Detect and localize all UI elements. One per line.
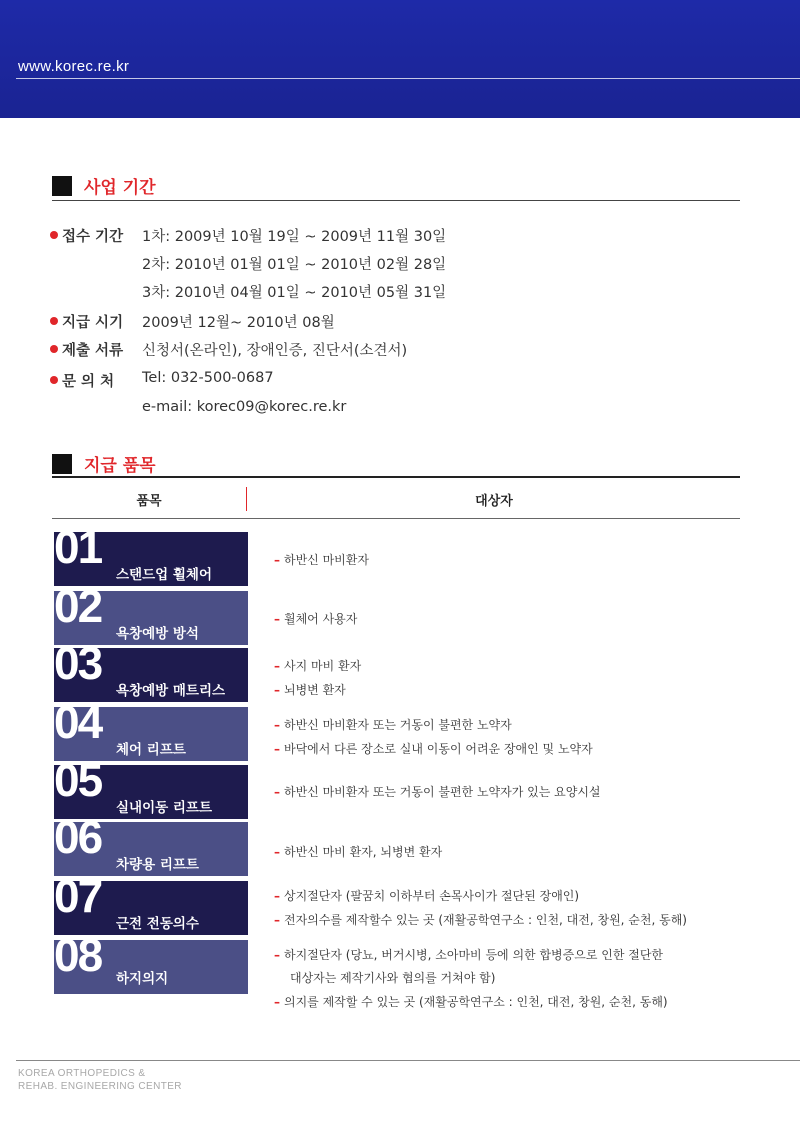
item-number: 04 [54, 707, 102, 748]
bullet-icon [50, 231, 58, 239]
item-name: 차량용 리프트 [116, 857, 199, 873]
item-box-07 [54, 881, 248, 935]
dash-icon: – [274, 995, 280, 1009]
target-text: 하반신 마비환자 [284, 553, 369, 567]
header-divider [16, 78, 800, 79]
item-04-target-1 [274, 716, 512, 733]
table-header-rule [52, 518, 740, 519]
target-text: 하반신 마비환자 또는 거동이 불편한 노약자 [284, 718, 512, 732]
receipt-period-label: 접수 기간 [62, 229, 124, 245]
item-box-03 [54, 648, 248, 702]
dash-icon: – [274, 845, 280, 859]
dash-icon: – [274, 612, 280, 626]
target-text: 하반신 마비환자 또는 거동이 불편한 노약자가 있는 요양시설 [284, 785, 601, 799]
item-03-target-1 [274, 657, 361, 674]
section-period-title: 사업 기간 [84, 178, 156, 198]
item-number: 01 [54, 532, 102, 573]
item-name: 체어 리프트 [116, 742, 186, 758]
target-text: 대상자는 제작기사와 협의를 거쳐야 함) [290, 971, 496, 985]
target-text: 뇌병변 환자 [284, 683, 346, 697]
item-01-target-1 [274, 551, 369, 568]
dash-icon: – [274, 785, 280, 799]
item-box-08 [54, 940, 248, 994]
section-items-title: 지급 품목 [84, 456, 156, 476]
receipt-period-value-1: 1차: 2009년 10월 19일 ~ 2009년 11월 30일 [142, 229, 447, 245]
dash-icon: – [274, 718, 280, 732]
item-number: 02 [54, 591, 102, 632]
dash-icon: – [274, 913, 280, 927]
dash-icon: – [274, 742, 280, 756]
column-header-target: 대상자 [475, 494, 513, 509]
item-05-target-1 [274, 783, 601, 800]
item-04-target-2 [274, 740, 593, 757]
item-box-05 [54, 765, 248, 819]
item-07-target-1 [274, 887, 579, 904]
target-text: 전자의수를 제작할수 있는 곳 (재활공학연구소 : 인천, 대전, 창원, 순천, 동해) [284, 913, 687, 927]
documents-label: 제출 서류 [62, 343, 124, 359]
item-name: 욕창예방 방석 [116, 626, 199, 642]
item-name: 욕창예방 매트리스 [116, 683, 226, 699]
inquiry-label: 문 의 처 [62, 374, 115, 390]
item-box-06 [54, 822, 248, 876]
footer-org-line-2: REHAB. ENGINEERING CENTER [18, 1081, 182, 1092]
item-box-04 [54, 707, 248, 761]
payment-period-value: 2009년 12월~ 2010년 08월 [142, 315, 335, 331]
target-text: 휠체어 사용자 [284, 612, 358, 626]
item-box-02 [54, 591, 248, 645]
bullet-icon [50, 317, 58, 325]
table-top-rule [52, 476, 740, 478]
inquiry-tel[interactable]: Tel: 032-500-0687 [142, 370, 274, 386]
item-07-target-2 [274, 911, 687, 928]
documents-row [50, 339, 408, 360]
header-band [0, 0, 800, 118]
items-table-header [52, 476, 740, 518]
target-text: 의지를 제작할 수 있는 곳 (재활공학연구소 : 인천, 대전, 창원, 순천, 동해) [284, 995, 668, 1009]
item-name: 근전 전동의수 [116, 916, 199, 932]
documents-value: 신청서(온라인), 장애인증, 진단서(소견서) [142, 343, 408, 359]
receipt-period-value-2: 2차: 2010년 01월 01일 ~ 2010년 02월 28일 [142, 257, 447, 273]
section-marker-icon [52, 176, 72, 196]
dash-icon: – [274, 889, 280, 903]
item-number: 03 [54, 648, 102, 689]
item-number: 05 [54, 765, 102, 806]
column-divider [246, 487, 247, 511]
item-08-target-1 [274, 946, 663, 963]
item-name: 하지의지 [116, 971, 169, 987]
payment-period-label: 지급 시기 [62, 315, 124, 331]
target-text: 사지 마비 환자 [284, 659, 362, 673]
item-08-target-1-cont [290, 969, 495, 986]
item-name: 실내이동 리프트 [116, 800, 212, 816]
bullet-icon [50, 345, 58, 353]
dash-icon: – [274, 553, 280, 567]
target-text: 바닥에서 다른 장소로 실내 이동이 어려운 장애인 및 노약자 [284, 742, 593, 756]
dash-icon: – [274, 948, 280, 962]
item-number: 07 [54, 881, 102, 922]
payment-period-row [50, 311, 335, 332]
item-number: 08 [54, 940, 102, 981]
target-text: 하반신 마비 환자, 뇌병변 환자 [284, 845, 443, 859]
footer-org-line-1: KOREA ORTHOPEDICS & [18, 1068, 146, 1079]
receipt-period-row [50, 225, 447, 246]
item-02-target-1 [274, 610, 357, 627]
column-header-item: 품목 [136, 494, 162, 509]
item-03-target-2 [274, 681, 346, 698]
inquiry-email[interactable]: e-mail: korec09@korec.re.kr [142, 399, 347, 415]
section-marker-icon [52, 454, 72, 474]
bullet-icon [50, 376, 58, 384]
item-08-target-2 [274, 993, 668, 1010]
dash-icon: – [274, 683, 280, 697]
footer-divider [16, 1060, 800, 1061]
target-text: 하지절단자 (당뇨, 버거시병, 소아마비 등에 의한 합병증으로 인한 절단한 [284, 948, 663, 962]
item-name: 스탠드업 휠체어 [116, 567, 212, 583]
item-box-01 [54, 532, 248, 586]
receipt-period-value-3: 3차: 2010년 04월 01일 ~ 2010년 05월 31일 [142, 285, 447, 301]
dash-icon: – [274, 659, 280, 673]
website-url[interactable]: www.korec.re.kr [18, 58, 130, 75]
target-text: 상지절단자 (팔꿈치 이하부터 손목사이가 절단된 장애인) [284, 889, 580, 903]
item-number: 06 [54, 822, 102, 863]
item-06-target-1 [274, 843, 442, 860]
inquiry-row [50, 370, 274, 391]
section-divider [52, 200, 740, 201]
